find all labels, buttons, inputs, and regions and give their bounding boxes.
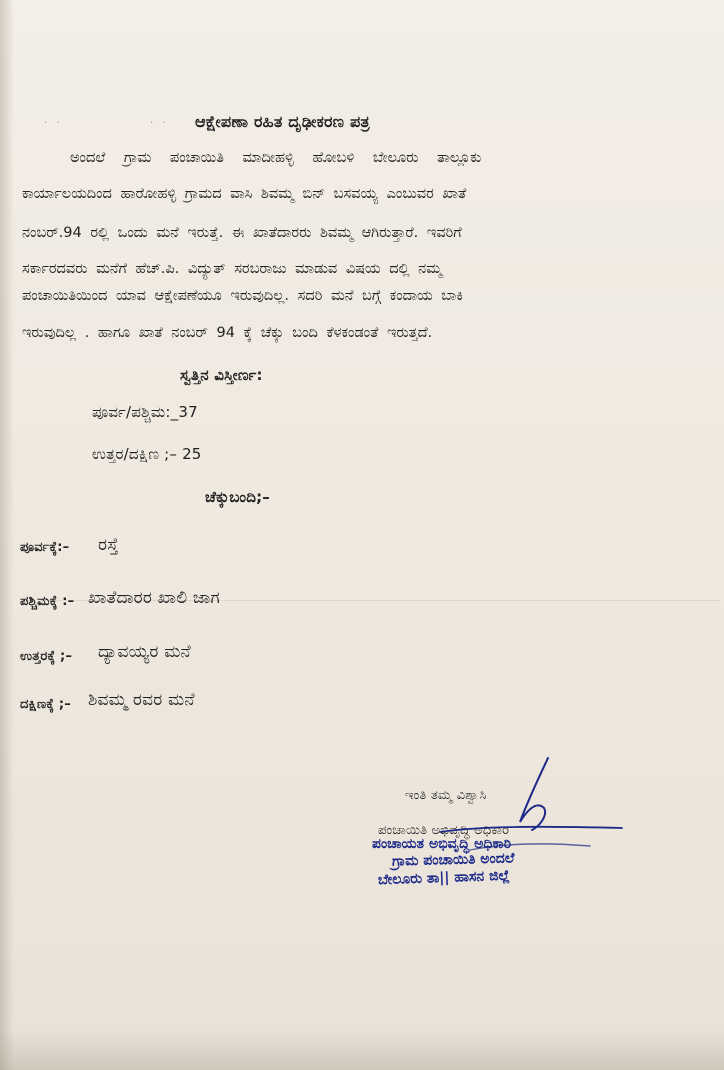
boundary-west-value: ಖಾತೆದಾರರ ಖಾಲಿ ಜಾಗ <box>88 588 220 608</box>
body-line-3: ನಂಬರ್.94 ರಲ್ಲಿ ಒಂದು ಮನೆ ಇರುತ್ತೆ. ಈ ಖಾತೆದಾರರು ಶಿವಮ್ಮ ಆಗಿರುತ್ತಾರೆ. ಇವರಿಗೆ <box>22 225 462 241</box>
boundary-south-value: ಶಿವಮ್ಮ ರವರ ಮನೆ <box>88 690 195 710</box>
boundary-east-value: ರಸ್ತೆ <box>98 535 119 555</box>
boundary-north-value: ದ್ಯಾವಯ್ಯರ ಮನೆ <box>98 642 191 662</box>
stamp-line-3: ಬೇಲೂರು ತಾ|| ಹಾಸನ ಜಿಲ್ಲೆ <box>377 867 511 889</box>
stamp-line-2: ಗ್ರಾಮ ಪಂಚಾಯಿತಿ ಅಂದಲೆ <box>391 850 515 870</box>
body-line-5: ಪಂಚಾಯಿತಿಯಿಂದ ಯಾವ ಆಕ್ಷೇಪಣೆಯೂ ಇರುವುದಿಲ್ಲ. ಸದರಿ ಮನೆ ಬಗ್ಗೆ ಕಂದಾಯ ಬಾಕಿ <box>22 288 464 304</box>
stamp-line-1: ಪಂಚಾಯತ ಅಭಿವೃದ್ಧಿ ಅಧಿಕಾರಿ <box>372 836 512 852</box>
boundary-north-label: ಉತ್ತರಕ್ಕೆ ;– <box>20 649 73 664</box>
boundary-east-label: ಪೂರ್ವಕ್ಕೆ:– <box>20 540 70 555</box>
boundary-south-label: ದಕ್ಷಿಣಕ್ಕೆ ;– <box>20 697 71 712</box>
north-south-measure: ಉತ್ತರ/ದಕ್ಷಿಣ ;– 25 <box>92 445 202 463</box>
body-line-4: ಸರ್ಕಾರದವರು ಮನೆಗೆ ಹೆಚ್.ಪಿ. ವಿದ್ಯುತ್ ಸರಬರಾಜು ಮಾಡುವ ವಿಷಯ ದಲ್ಲಿ ನಮ್ಮ <box>22 261 442 277</box>
boundary-west-label: ಪಶ್ಚಿಮಕ್ಕೆ :– <box>20 594 75 609</box>
document-title: ಆಕ್ಷೇಪಣಾ ರಹಿತ ದೃಢೀಕರಣ ಪತ್ರ <box>195 112 370 131</box>
east-west-measure: ಪೂರ್ವ/ಪಶ್ಚಿಮ:_37 <box>92 403 198 421</box>
decorative-dots-left: · · <box>44 118 63 129</box>
closing-line: ಇಂತಿ ತಮ್ಮ ವಿಶ್ವಾಸಿ <box>405 788 487 803</box>
decorative-dots-right: · · <box>150 118 169 129</box>
body-line-1: ಅಂದಲೆ ಗ್ರಾಮ ಪಂಚಾಯಿತಿ ಮಾದೀಹಳ್ಳಿ ಹೋಬಳಿ ಬೇಲೂರು ತಾಲ್ಲೂಕು <box>70 150 482 166</box>
body-line-2: ಕಾರ್ಯಾಲಯದಿಂದ ಹಾರೋಹಳ್ಳಿ ಗ್ರಾಮದ ವಾಸಿ ಶಿವಮ್ಮ ಬಿನ್ ಬಸವಯ್ಯ ಎಂಬುವರ ಖಾತೆ <box>22 186 467 202</box>
body-line-6: ಇರುವುದಿಲ್ಲ . ಹಾಗೂ ಖಾತೆ ನಂಬರ್ 94 ಕ್ಕೆ ಚೆಕ್ಕು ಬಂದಿ ಕೆಳಕಂಡಂತೆ ಇರುತ್ತದೆ. <box>22 325 433 341</box>
boundaries-heading: ಚೆಕ್ಕುಬಂದಿ;– <box>205 488 270 506</box>
area-heading: ಸ್ವತ್ತಿನ ವಿಸ್ತೀರ್ಣ: <box>180 366 263 384</box>
signatory-line: ಪಂಚಾಯಿತಿ ಅಭಿವೃದ್ಧಿ ಅಧಿಕಾರಿ <box>378 823 510 838</box>
